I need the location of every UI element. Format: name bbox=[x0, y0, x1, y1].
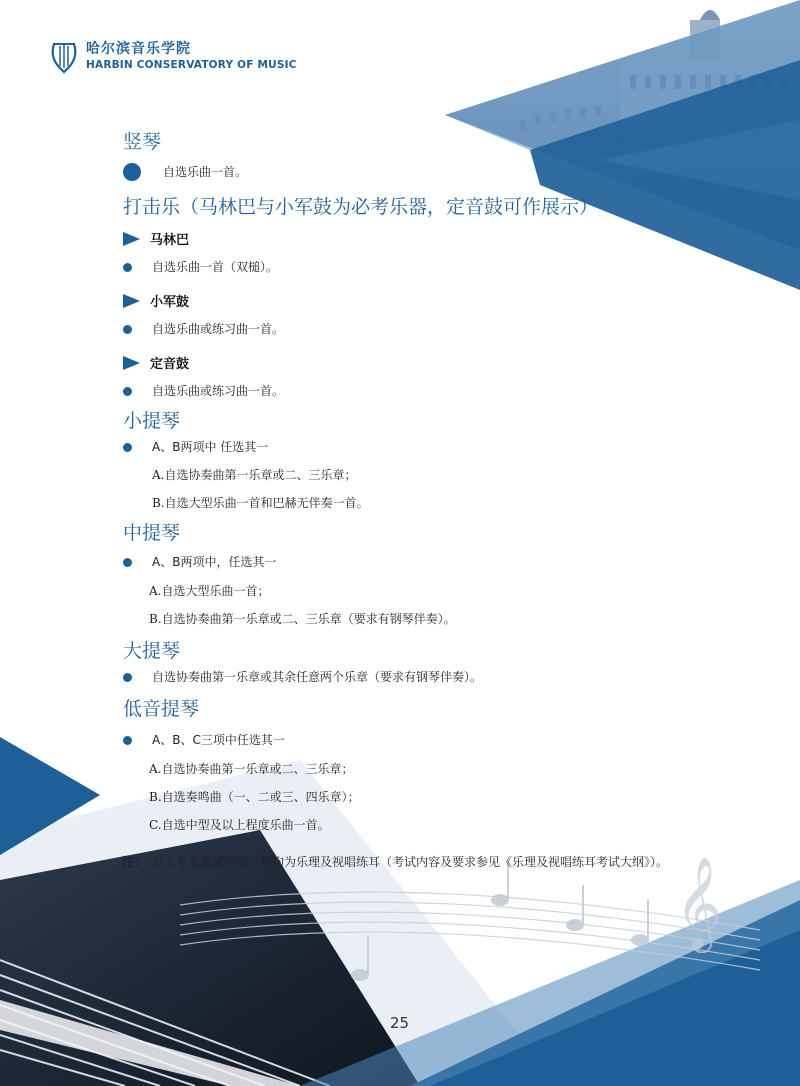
triangle-bullet-icon bbox=[123, 356, 140, 370]
option-a: A.自选协奏曲第一乐章或二、三乐章； bbox=[152, 468, 357, 482]
footnote-label: 注： bbox=[122, 855, 147, 869]
item-text: 自选乐曲或练习曲一首。 bbox=[152, 322, 285, 336]
subsection-marimba bbox=[123, 229, 189, 248]
school-name-cn: 哈尔滨音乐学院 bbox=[86, 41, 191, 57]
option-b: B.自选大型乐曲一首和巴赫无伴奏一首。 bbox=[152, 496, 369, 510]
triangle-bullet-icon bbox=[123, 294, 140, 308]
bullet-icon bbox=[123, 163, 141, 181]
subsection-label: 定音鼓 bbox=[150, 357, 190, 372]
list-item bbox=[123, 383, 284, 399]
bullet-icon bbox=[123, 443, 132, 452]
section-title-percussion: 打击乐（马林巴与小军鼓为必考乐器，定音鼓可作展示） bbox=[123, 196, 599, 218]
option-b: B.自选协奏曲第一乐章或二、三乐章（要求有钢琴伴奏）。 bbox=[149, 612, 456, 626]
footnote-text: 以上专业复试的第二项均为乐理及视唱练耳（考试内容及要求参见《乐理及视唱练耳考试大纲》）。 bbox=[152, 855, 669, 869]
bullet-icon bbox=[123, 387, 132, 396]
option-c: C.自选中型及以上程度乐曲一首。 bbox=[149, 818, 330, 832]
svg-text:𝄞: 𝄞 bbox=[675, 856, 723, 949]
list-item bbox=[123, 669, 482, 685]
bullet-icon bbox=[123, 673, 132, 682]
footnote bbox=[122, 854, 668, 870]
item-text: 自选乐曲或练习曲一首。 bbox=[152, 384, 285, 398]
item-text: 自选协奏曲第一乐章或其余任意两个乐章（要求有钢琴伴奏）。 bbox=[152, 670, 483, 684]
bullet-icon bbox=[123, 736, 132, 745]
item-text: A、B两项中 任选其一 bbox=[152, 440, 269, 454]
triangle-bullet-icon bbox=[123, 232, 140, 246]
list-item bbox=[123, 732, 285, 748]
section-title-violin: 小提琴 bbox=[123, 410, 181, 432]
list-item bbox=[123, 321, 284, 337]
option-a: A.自选大型乐曲一首； bbox=[149, 584, 270, 598]
subsection-label: 马林巴 bbox=[150, 233, 190, 248]
subsection-timpani bbox=[123, 353, 189, 372]
list-item bbox=[123, 259, 278, 275]
list-item bbox=[123, 439, 268, 455]
list-item bbox=[127, 163, 247, 181]
page-number: 25 bbox=[390, 1014, 410, 1032]
bullet-icon bbox=[123, 558, 132, 567]
section-title-viola: 中提琴 bbox=[123, 522, 181, 544]
bullet-icon bbox=[123, 263, 132, 272]
subsection-label: 小军鼓 bbox=[150, 295, 190, 310]
item-text: 自选乐曲一首。 bbox=[163, 165, 248, 179]
item-text: A、B两项中，任选其一 bbox=[152, 555, 277, 569]
section-title-cello: 大提琴 bbox=[123, 640, 181, 662]
item-text: A、B、C三项中任选其一 bbox=[152, 733, 285, 747]
bullet-icon bbox=[123, 325, 132, 334]
option-b: B.自选奏鸣曲（一、二或三、四乐章）； bbox=[149, 790, 360, 804]
section-title-harp: 竖琴 bbox=[123, 131, 162, 153]
section-title-double-bass: 低音提琴 bbox=[123, 698, 200, 720]
option-a: A.自选协奏曲第一乐章或二、三乐章； bbox=[149, 762, 354, 776]
subsection-snare-drum bbox=[123, 291, 189, 310]
list-item bbox=[123, 554, 276, 570]
item-text: 自选乐曲一首（双槌）。 bbox=[152, 260, 279, 274]
school-name-en: HARBIN CONSERVATORY OF MUSIC bbox=[86, 59, 297, 71]
